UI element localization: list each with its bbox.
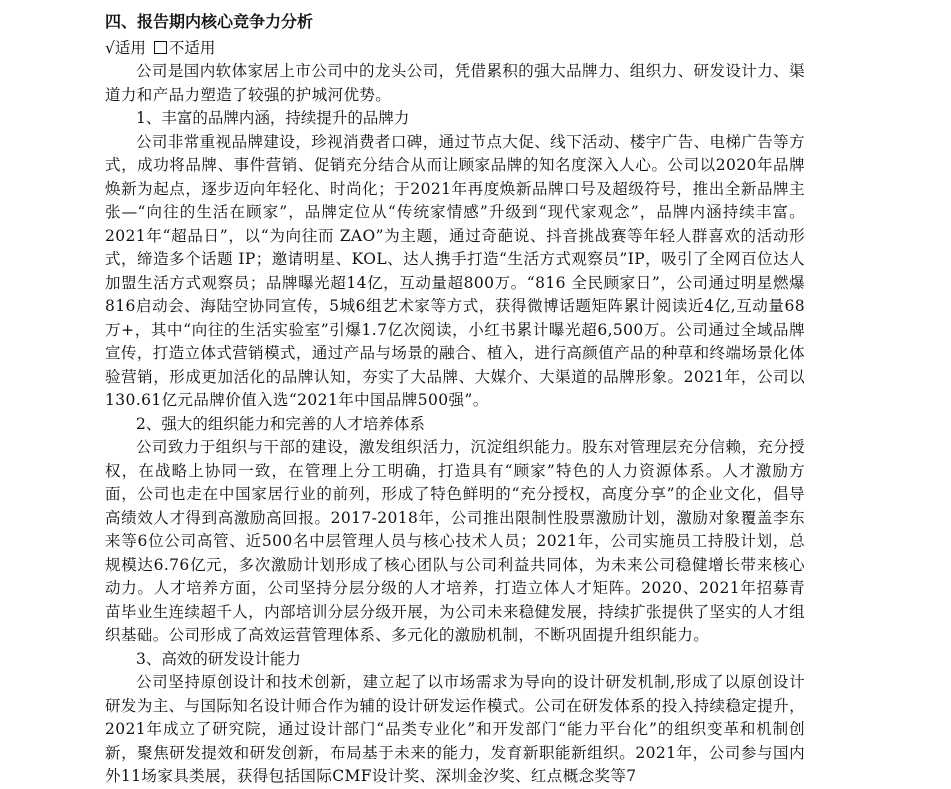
item-1-title: 1、丰富的品牌内涵，持续提升的品牌力 — [136, 109, 410, 127]
item-2-title: 2、强大的组织能力和完善的人才培养体系 — [136, 414, 425, 433]
item-3-body: 公司坚持原创设计和技术创新，建立起了以市场需求为导向的设计研发机制,形成了以原创设计研发为主、与国际知名设计师合作为辅的设计研发运作模式。公司在研发体系的投入持续稳定提升，2021年成立了研究院，通过设计部门“品类专业化”和开发部门“能力平台化”的组织变革和机制创新，聚焦研发提效和研发创新，布局基于未来的能力，发育新职能新组织。2021年，公司参与国内外11场家具类展，获得包括国际CMF设计奖、深圳金汐奖、红点概念奖等7 — [105, 673, 805, 785]
item-1-body: 公司非常重视品牌建设，珍视消费者口碑，通过节点大促、线下活动、楼宇广告、电梯广告等方式，成功将品牌、事件营销、促销充分结合从而让顾家品牌的知名度深入人心。公司以2020年品牌焕新为起点，逐步迈向年轻化、时尚化；于2021年再度焕新品牌口号及超级符号，推出全新品牌主张—“向往的生活在顾家”，品牌定位从“传统家情感”升级到“现代家观念”，品牌内涵持续丰富。2021年“超品日”，以“为向往而 ZAO”为主题，通过奇葩说、抖音挑战赛等年轻人群喜欢的活动形式，缔造多个话题 IP；邀请明星、KOL、达人携手打造“生活方式观察员”IP，吸引了全网百位达人加盟生活方式观察员；品牌曝光超14亿，互动量超800万。“816 全民顾家日”，公司通过明星燃爆816启动会、海陆空协同宣传，5城6组艺术家等方式，获得微博话题矩阵累计阅读近4亿,互动量68万+，其中“向往的生活实验室”引爆1.7亿次阅读，小红书累计曝光超6,500万。公司通过全域品牌宣传，打造立体式营销模式，通过产品与场景的融合、植入，进行高颜值产品的种草和终端场景化体验营销，形成更加活化的品牌认知，夯实了大品牌、大媒介、大渠道的品牌形象。2021年，公司以130.61亿元品牌价值入选“2021年中国品牌500强”。 — [105, 132, 805, 409]
checkmark-icon: √ — [105, 39, 115, 57]
report-page — [105, 8, 805, 789]
applicability-row — [105, 36, 805, 60]
not-applicable-label: 不适用 — [168, 39, 216, 57]
item-2-body: 公司致力于组织与干部的建设，激发组织活力，沉淀组织能力。股东对管理层充分信赖，充分授权，在战略上协同一致，在管理上分工明确，打造具有“顾家”特色的人力资源体系。人才激励方面，公司也走在中国家居行业的前列，形成了特色鲜明的“充分授权，高度分享”的企业文化，倡导高绩效人才得到高激励高回报。2017-2018年，公司推出限制性股票激励计划，激励对象覆盖李东来等6位公司高管、近500名中层管理人员与核心技术人员；2021年，公司实施员工持股计划，总规模达6.76亿元，多次激励计划形成了核心团队与公司利益共同体，为未来公司稳健增长带来核心动力。人才培养方面，公司坚持分层分级的人才培养，打造立体人才矩阵。2020、2021年招募青苗毕业生连续超千人，内部培训分层分级开展，为公司未来稳健发展，持续扩张提供了坚实的人才组织基础。公司形成了高效运营管理体系、多元化的激励机制，不断巩固提升组织能力。 — [105, 438, 805, 644]
applicable-label: 适用 — [114, 39, 146, 57]
intro-paragraph: 公司是国内软体家居上市公司中的龙头公司，凭借累积的强大品牌力、组织力、研发设计力、渠道力和产品力塑造了较强的护城河优势。 — [105, 62, 805, 104]
section-heading: 四、报告期内核心竞争力分析 — [105, 12, 314, 31]
checkbox-empty-icon — [154, 41, 167, 54]
item-3-title: 3、高效的研发设计能力 — [136, 649, 301, 668]
